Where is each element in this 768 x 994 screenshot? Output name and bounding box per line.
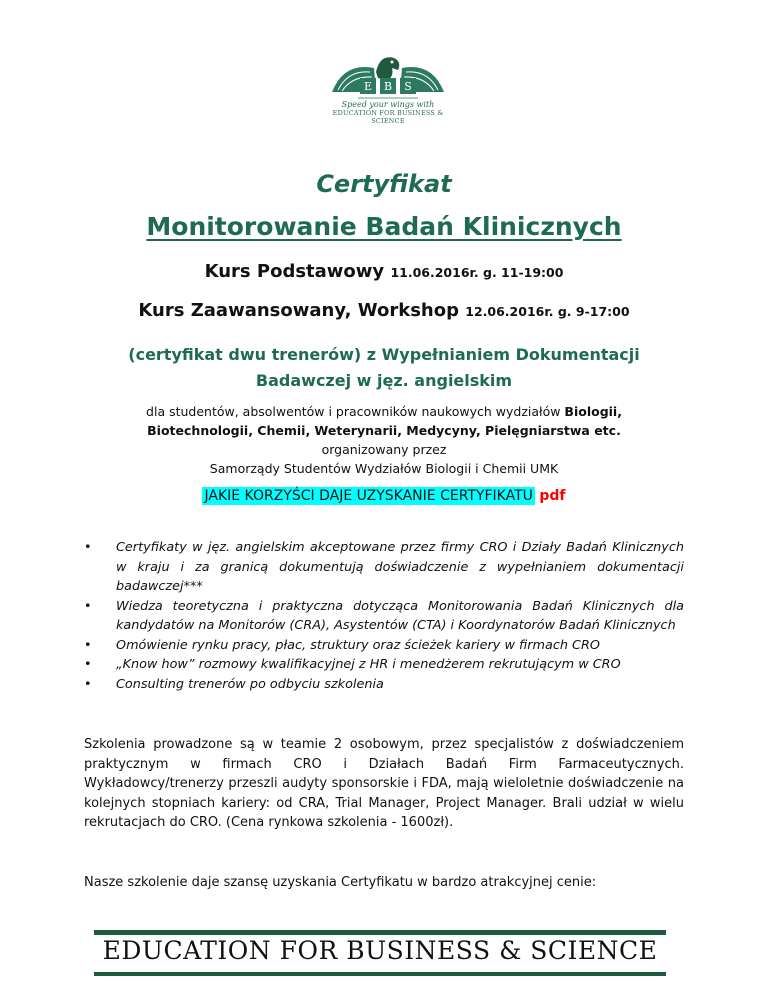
bullet-text: Certyfikaty w jęz. angielskim akceptowane przez firmy CRO i Działy Badań Klinicznych w kraju i za granicą dokumentują doświadczenie z wypełnianiem dokumentacji badawczej***: [116, 540, 684, 594]
list-item: [84, 597, 684, 636]
footer-banner: EDUCATION FOR BUSINESS & SCIENCE: [102, 936, 658, 965]
benefits-label: JAKIE KORZYŚCI DAJE UZYSKANIE CERTYFIKATU: [204, 488, 533, 504]
footer-divider-top: [94, 930, 666, 935]
bullet-icon: •: [84, 657, 92, 672]
main-title: Monitorowanie Badań Klinicznych: [146, 212, 622, 241]
list-item: [84, 655, 684, 675]
audience-line2: [40, 421, 728, 440]
bullet-text: Consulting trenerów po odbyciu szkolenia: [116, 676, 384, 692]
bullet-icon: •: [84, 540, 92, 555]
list-item: [84, 675, 684, 695]
certificate-label: Certyfikat: [316, 170, 452, 198]
bullet-text: „Know how” rozmowy kwalifikacyjnej z HR i menedżerem rekrutującym w CRO: [116, 657, 621, 672]
audience-line3: organizowany przez: [321, 442, 447, 457]
logo-letter-s: S: [404, 80, 412, 93]
audience-line1: [40, 402, 728, 421]
benefits-heading: [40, 488, 728, 504]
footer-divider-bottom: [94, 972, 666, 976]
audience-bold2: Biotechnologii, Chemii, Weterynarii, Medycyny, Pielęgniarstwa etc.: [147, 423, 621, 438]
logo-letter-b: B: [383, 80, 393, 93]
course-advanced-date: 12.06.2016r. g. 9-17:00: [465, 304, 630, 319]
list-item: [84, 636, 684, 656]
list-item: [84, 538, 684, 597]
bullet-icon: •: [84, 637, 92, 653]
closing-sentence: Nasze szkolenie daje szansę uzyskania Certyfikatu w bardzo atrakcyjnej cenie:: [84, 875, 597, 890]
logo-subtitle: EDUCATION FOR BUSINESS & SCIENCE: [332, 109, 444, 125]
audience-line4: Samorządy Studentów Wydziałów Biologii i Chemii UMK: [209, 461, 559, 476]
course-basic: [40, 261, 728, 282]
audience-prefix: dla studentów, absolwentów i pracowników naukowych wydziałów: [146, 404, 565, 419]
certificate-note-line2: Badawczej w jęz. angielskim: [255, 371, 513, 390]
bullet-icon: •: [84, 598, 92, 614]
course-advanced-name: Kurs Zaawansowany, Workshop: [138, 300, 459, 321]
course-basic-date: 11.06.2016r. g. 11-19:00: [390, 265, 564, 280]
benefits-list: [84, 538, 684, 694]
bullet-text: Wiedza teoretyczna i praktyczna dotycząca Monitorowania Badań Klinicznych dla kandydatów na Monitorów (CRA), Asystentów (CTA) i Koordynatorów Badań Klinicznych: [116, 598, 684, 633]
bullet-icon: •: [84, 676, 92, 692]
course-advanced: [40, 300, 728, 321]
course-basic-name: Kurs Podstawowy: [204, 261, 385, 282]
audience-bold1: Biologii,: [564, 404, 622, 419]
trainers-paragraph: Szkolenia prowadzone są w teamie 2 osobowym, przez specjalistów z doświadczeniem praktycznym w firmach CRO i Działach Badań Firm Farmaceutycznych. Wykładowcy/trenerzy przeszli audyty sponsorskie i FDA, mają wieloletnie doświadczenie na kolejnych stopniach kariery: od CRA, Trial Manager, Project Manager. Brali udział w wielu rekrutacjach do CRO. (Cena rynkowa szkolenia - 1600zł).: [84, 737, 684, 831]
certificate-note: [40, 342, 728, 394]
audience-block: [40, 402, 728, 478]
bullet-text: Omówienie rynku pracy, płac, struktury oraz ścieżek kariery w firmach CRO: [116, 637, 600, 653]
logo-letter-e: E: [363, 80, 373, 93]
logo-tagline: Speed your wings with: [341, 100, 435, 109]
pdf-link[interactable]: pdf: [539, 488, 566, 504]
certificate-note-line1: (certyfikat dwu trenerów) z Wypełnianiem Dokumentacji: [128, 345, 640, 364]
